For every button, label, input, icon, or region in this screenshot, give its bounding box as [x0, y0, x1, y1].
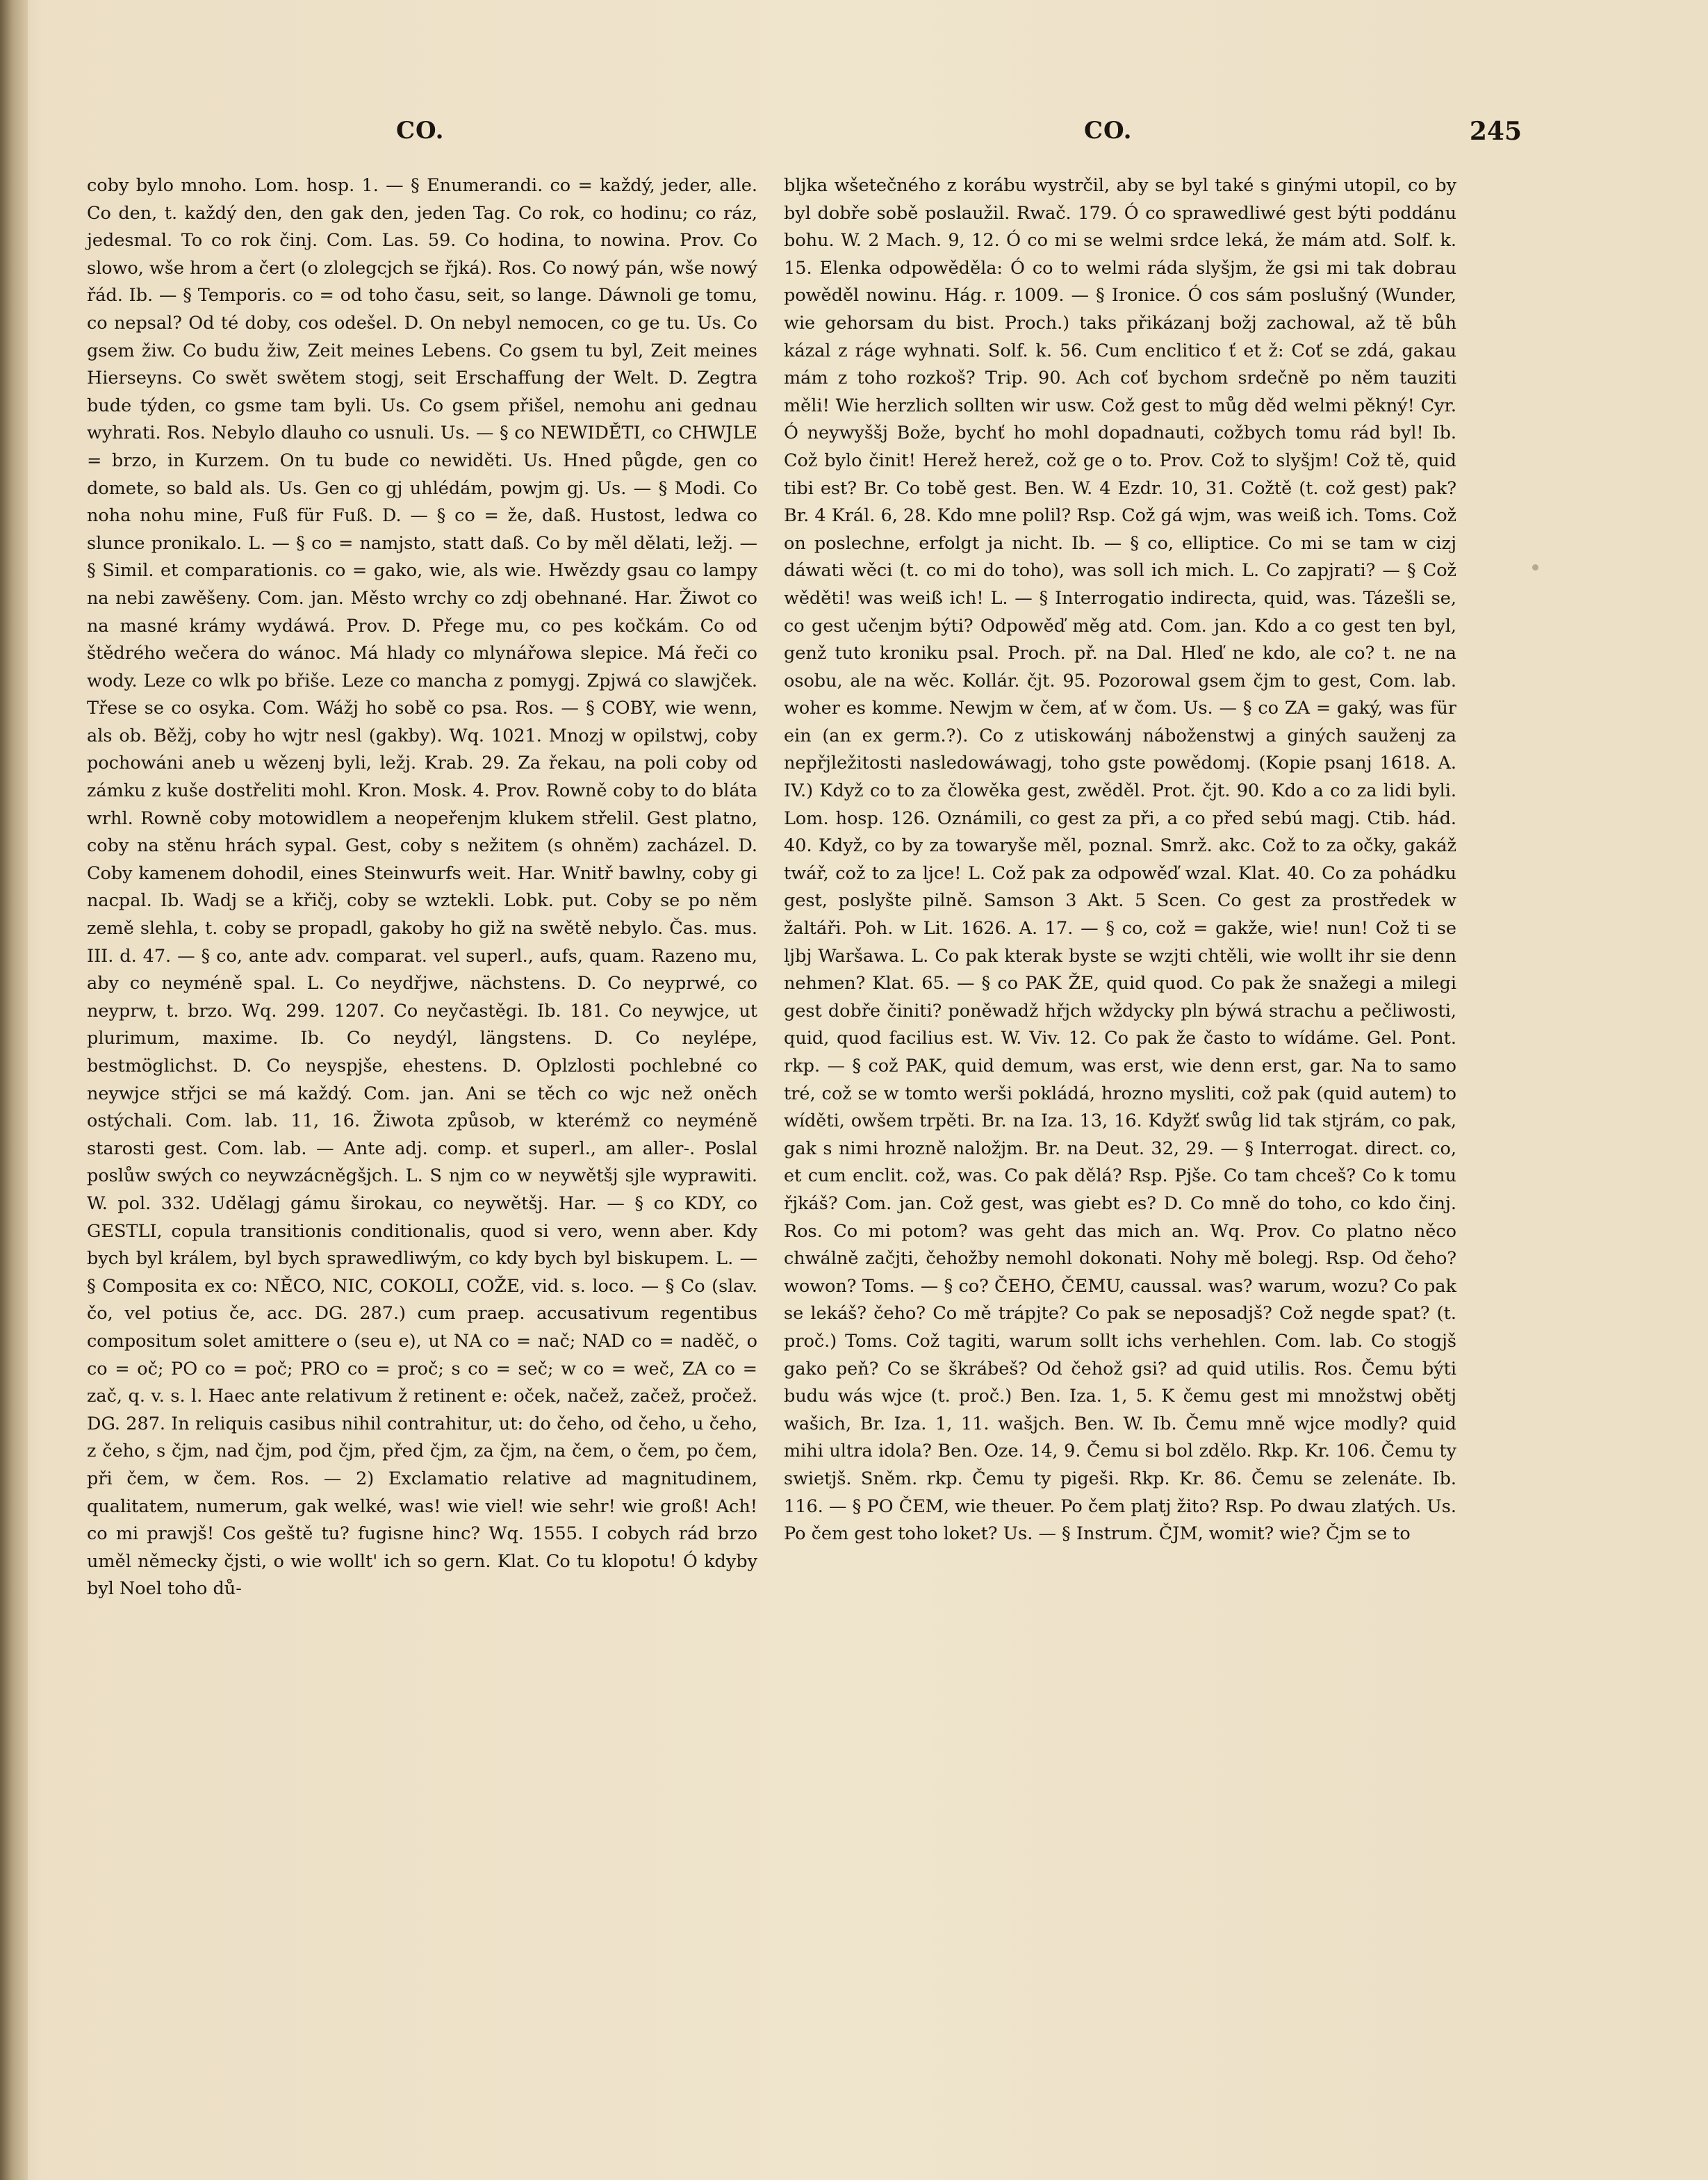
header-guide-word-left: CO.	[396, 117, 445, 145]
text-column-right	[784, 172, 1456, 1548]
entry-text-left: coby bylo mnoho. Lom. hosp. 1. — § Enumerandi. co = každý, jeder, alle. Co den, t. každý den, den gak den, jeden Tag. Co rok, co hodinu; co ráz, jedesmal. To co rok činj. Com. Las. 59. Co hodina, to nowina. Prov. Co slowo, wše hrom a čert (o zlolegcjch se řjká). Ros. Co nowý pán, wše nowý řád. Ib. — § Temporis. co = od toho času, seit, so lange. Dáwnoli ge tomu, co nepsal? Od té doby, cos odešel. D. On nebyl nemocen, co ge tu. Us. Co gsem žiw. Co budu žiw, Zeit meines Lebens. Co gsem tu byl, Zeit meines Hierseyns. Co swět swětem stogj, seit Erschaffung der Welt. D. Zegtra bude týden, co gsme tam byli. Us. Co gsem přišel, nemohu ani gednau wyhrati. Ros. Nebylo dlauho co usnuli. Us. — § co NEWIDĚTI, co CHWJLE = brzo, in Kurzem. On tu bude co newiděti. Us. Hned půgde, gen co domete, so bald als. Us. Gen co gj uhlédám, powjm gj. Us. — § Modi. Co noha nohu mine, Fuß für Fuß. D. — § co = že, daß. Hustost, ledwa co slunce pronikalo. L. — § co = namjsto, statt daß. Co by měl dělati, ležj. — § Simil. et comparationis. co = gako, wie, als wie. Hwězdy gsau co lampy na nebi zawěšeny. Com. jan. Město wrchy co zdj obehnané. Har. Žiwot co na masné krámy wydáwá. Prov. D. Přege mu, co pes kočkám. Co od štědrého wečera do wánoc. Má hlady co mlynářowa slepice. Má řeči co wody. Leze co wlk po břiše. Leze co mancha z pomygj. Zpjwá co slawjček. Třese se co osyka. Com. Wážj ho sobě co psa. Ros. — § COBY, wie wenn, als ob. Běžj, coby ho wjtr nesl (gakby). Wq. 1021. Mnozj w opilstwj, coby pochowáni aneb u wězenj byli, ležj. Krab. 29. Za řekau, na poli coby od zámku z kuše dostřeliti mohl. Kron. Mosk. 4. Prov. Rowně coby to do bláta wrhl. Rowně coby motowidlem a neopeřenjm klukem střelil. Gest platno, coby na stěnu hrách sypal. Gest, coby s nežitem (s ohněm) zacházel. D. Coby kamenem dohodil, eines Steinwurfs weit. Har. Wnitř bawlny, coby gi nacpal. Ib. Wadj se a křičj, coby se wztekli. Lobk. put. Coby se po něm země slehla, t. coby se propadl, gakoby ho giž na swětě nebylo. Čas. mus. III. d. 47. — § co, ante adv. comparat. vel superl., aufs, quam. Razeno mu, aby co neyméně spal. L. Co neydřjwe, nächstens. D. Co neyprwé, co neyprw, t. brzo. Wq. 299. 1207. Co neyčastěgi. Ib. 181. Co neywjce, ut plurimum, maxime. Ib. Co neydýl, längstens. D. Co neylépe, bestmöglichst. D. Co neyspjše, ehestens. D. Oplzlosti pochlebné co neywjce střjci se má každý. Com. jan. Ani se těch co wjc než oněch ostýchali. Com. lab. 11, 16. Žiwota způsob, w kterémž co neyméně starosti gest. Com. lab. — Ante adj. comp. et superl., am aller-. Poslal poslůw swých co neywzácněgšjch. L. S njm co w neywětšj sjle wyprawiti. W. pol. 332. Udělagj gámu širokau, co neywětšj. Har. — § co KDY, co GESTLI, copula transitionis conditionalis, quod si vero, wenn aber. Kdy bych byl králem, byl bych sprawedliwým, co kdy bych byl biskupem. L. — § Composita ex co: NĚCO, NIC, COKOLI, COŽE, vid. s. loco. — § Co (slav. čo, vel potius če, acc. DG. 287.) cum praep. accusativum regentibus compositum solet amittere o (seu e), ut NA co = nač; NAD co = naděč, o co = oč; PO co = poč; PRO co = proč; s co = seč; w co = weč, ZA co = zač, q. v. s. l. Haec ante relativum ž retinent e: oček, načež, začež, pročež. DG. 287. In reliquis casibus nihil contrahitur, ut: do čeho, od čeho, u čeho, z čeho, s čjm, nad čjm, pod čjm, před čjm, za čjm, na čem, o čem, po čem, při čem, w čem. Ros. — 2) Exclamatio relative ad magnitudinem, qualitatem, numerum, gak welké, was! wie viel! wie sehr! wie groß! Ach! co mi prawjš! Cos geště tu? fugisne hinc? Wq. 1555. I cobych rád brzo uměl německy čjsti, o wie wollt' ich so gern. Klat. Co tu klopotu! Ó kdyby byl Noel toho dů-	[87, 175, 757, 1600]
running-header	[69, 117, 1522, 158]
entry-text-right: bljka wšetečného z korábu wystrčil, aby se byl také s ginými utopil, co by byl dobře sobě poslaužil. Rwač. 179. Ó co sprawedliwé gest býti poddánu bohu. W. 2 Mach. 9, 12. Ó co mi se welmi srdce leká, že mám atd. Solf. k. 15. Elenka odpowěděla: Ó co to welmi ráda slyšjm, že gsi mi tak dobrau powěděl nowinu. Hág. r. 1009. — § Ironice. Ó cos sám poslušný (Wunder, wie gehorsam du bist. Proch.) taks přikázanj božj zachowal, až tě bůh kázal z ráge wyhnati. Solf. k. 56. Cum enclitico ť et ž: Coť se zdá, gakau mám z toho rozkoš? Trip. 90. Ach coť bychom srdečně po něm tauziti měli! Wie herzlich sollten wir usw. Což gest to můg děd welmi pěkný! Cyr. Ó neywyššj Bože, bychť ho mohl dopadnauti, cožbych tomu rád byl! Ib. Což bylo činit! Herež herež, což ge o to. Prov. Což to slyšjm! Což tě, quid tibi est? Br. Co tobě gest. Ben. W. 4 Ezdr. 10, 31. Cožtě (t. což gest) pak? Br. 4 Král. 6, 28. Kdo mne polil? Rsp. Což gá wjm, was weiß ich. Toms. Což on poslechne, erfolgt ja nicht. Ib. — § co, elliptice. Co mi se tam w cizj dáwati wěci (t. co mi do toho), was soll ich mich. L. Co zapjrati? — § Což wěděti! was weiß ich! L. — § Interrogatio indirecta, quid, was. Tázešli se, co gest učenjm býti? Odpowěď měg atd. Com. jan. Kdo a co gest ten byl, genž tuto kroniku psal. Proch. př. na Dal. Hleď ne kdo, ale co? t. ne na osobu, ale na wěc. Kollár. čjt. 95. Pozorowal gsem čjm to gest, Com. lab. woher es komme. Newjm w čem, ať w čom. Us. — § co ZA = gaký, was für ein (an ex germ.?). Co z utiskowánj náboženstwj a giných sauženj za nepřjležitosti nasledowáwagj, toho gste powědomj. (Kopie psanj 1618. A. IV.) Když co to za člowěka gest, zwěděl. Prot. čjt. 90. Kdo a co za lidi byli. Lom. hosp. 126. Oznámili, co gest za při, a co před sebú magj. Ctib. hád. 40. Když, co by za towaryše měl, poznal. Smrž. akc. Což to za očky, gakáž twář, což to za ljce! L. Což pak za odpowěď wzal. Klat. 40. Co za pohádku gest, poslyšte pilně. Samson 3 Akt. 5 Scen. Co gest za prostředek w žaltáři. Poh. w Lit. 1626. A. 17. — § co, což = gakže, wie! nun! Což ti se ljbj Waršawa. L. Co pak kterak byste se wzjti chtěli, wie wollt ihr sie denn nehmen? Klat. 65. — § co PAK ŽE, quid quod. Co pak že snažegi a milegi gest dobře činiti? poněwadž hřjch wždycky pln býwá strachu a pečliwosti, quid, quod facilius est. W. Viv. 12. Co pak že často to wídáme. Gel. Pont. rkp. — § což PAK, quid demum, was erst, wie denn erst, gar. Na to samo tré, což se w tomto werši pokládá, hrozno mysliti, což pak (quid autem) to wíděti, owšem trpěti. Br. na Iza. 13, 16. Kdyžť swůg lid tak stjrám, co pak, gak s nimi hrozně naložjm. Br. na Deut. 32, 29. — § Interrogat. direct. co, et cum enclit. což, was. Co pak dělá? Rsp. Pjše. Co tam chceš? Co k tomu řjkáš? Com. jan. Což gest, was giebt es? D. Co mně do toho, co kdo činj. Ros. Co mi potom? was geht das mich an. Wq. Prov. Co platno něco chwálně začjti, čehožby nemohl dokonati. Nohy mě bolegj. Rsp. Od čeho? wowon? Toms. — § co? ČEHO, ČEMU, caussal. was? warum, wozu? Co pak se lekáš? čeho? Co mě trápjte? Co pak se neposadjš? Což negde spat? (t. proč.) Toms. Což tagiti, warum sollt ichs verhehlen. Com. lab. Co stogjš gako peň? Co se škrábeš? Od čehož gsi? ad quid utilis. Ros. Čemu býti budu wás wjce (t. proč.) Ben. Iza. 1, 5. K čemu gest mi množstwj obětj wašich, Br. Iza. 1, 11. wašjch. Ben. W. Ib. Čemu mně wjce modly? quid mihi ultra idola? Ben. Oze. 14, 9. Čemu si bol zdělo. Rkp. Kr. 106. Čemu ty swietjš. Sněm. rkp. Čemu ty pigeši. Rkp. Kr. 86. Čemu se zelenáte. Ib. 116. — § PO ČEM, wie theuer. Po čem platj žito? Rsp. Po dwau zlatých. Us. Po čem gest toho loket? Us. — § Instrum. ČJM, womit? wie? Čjm se to	[784, 175, 1456, 1545]
page-number: 245	[1469, 117, 1522, 146]
text-column-left	[87, 172, 757, 1603]
paper-speck	[1532, 564, 1538, 571]
header-guide-word-right: CO.	[1084, 117, 1133, 145]
book-spine-shadow	[0, 0, 28, 2180]
